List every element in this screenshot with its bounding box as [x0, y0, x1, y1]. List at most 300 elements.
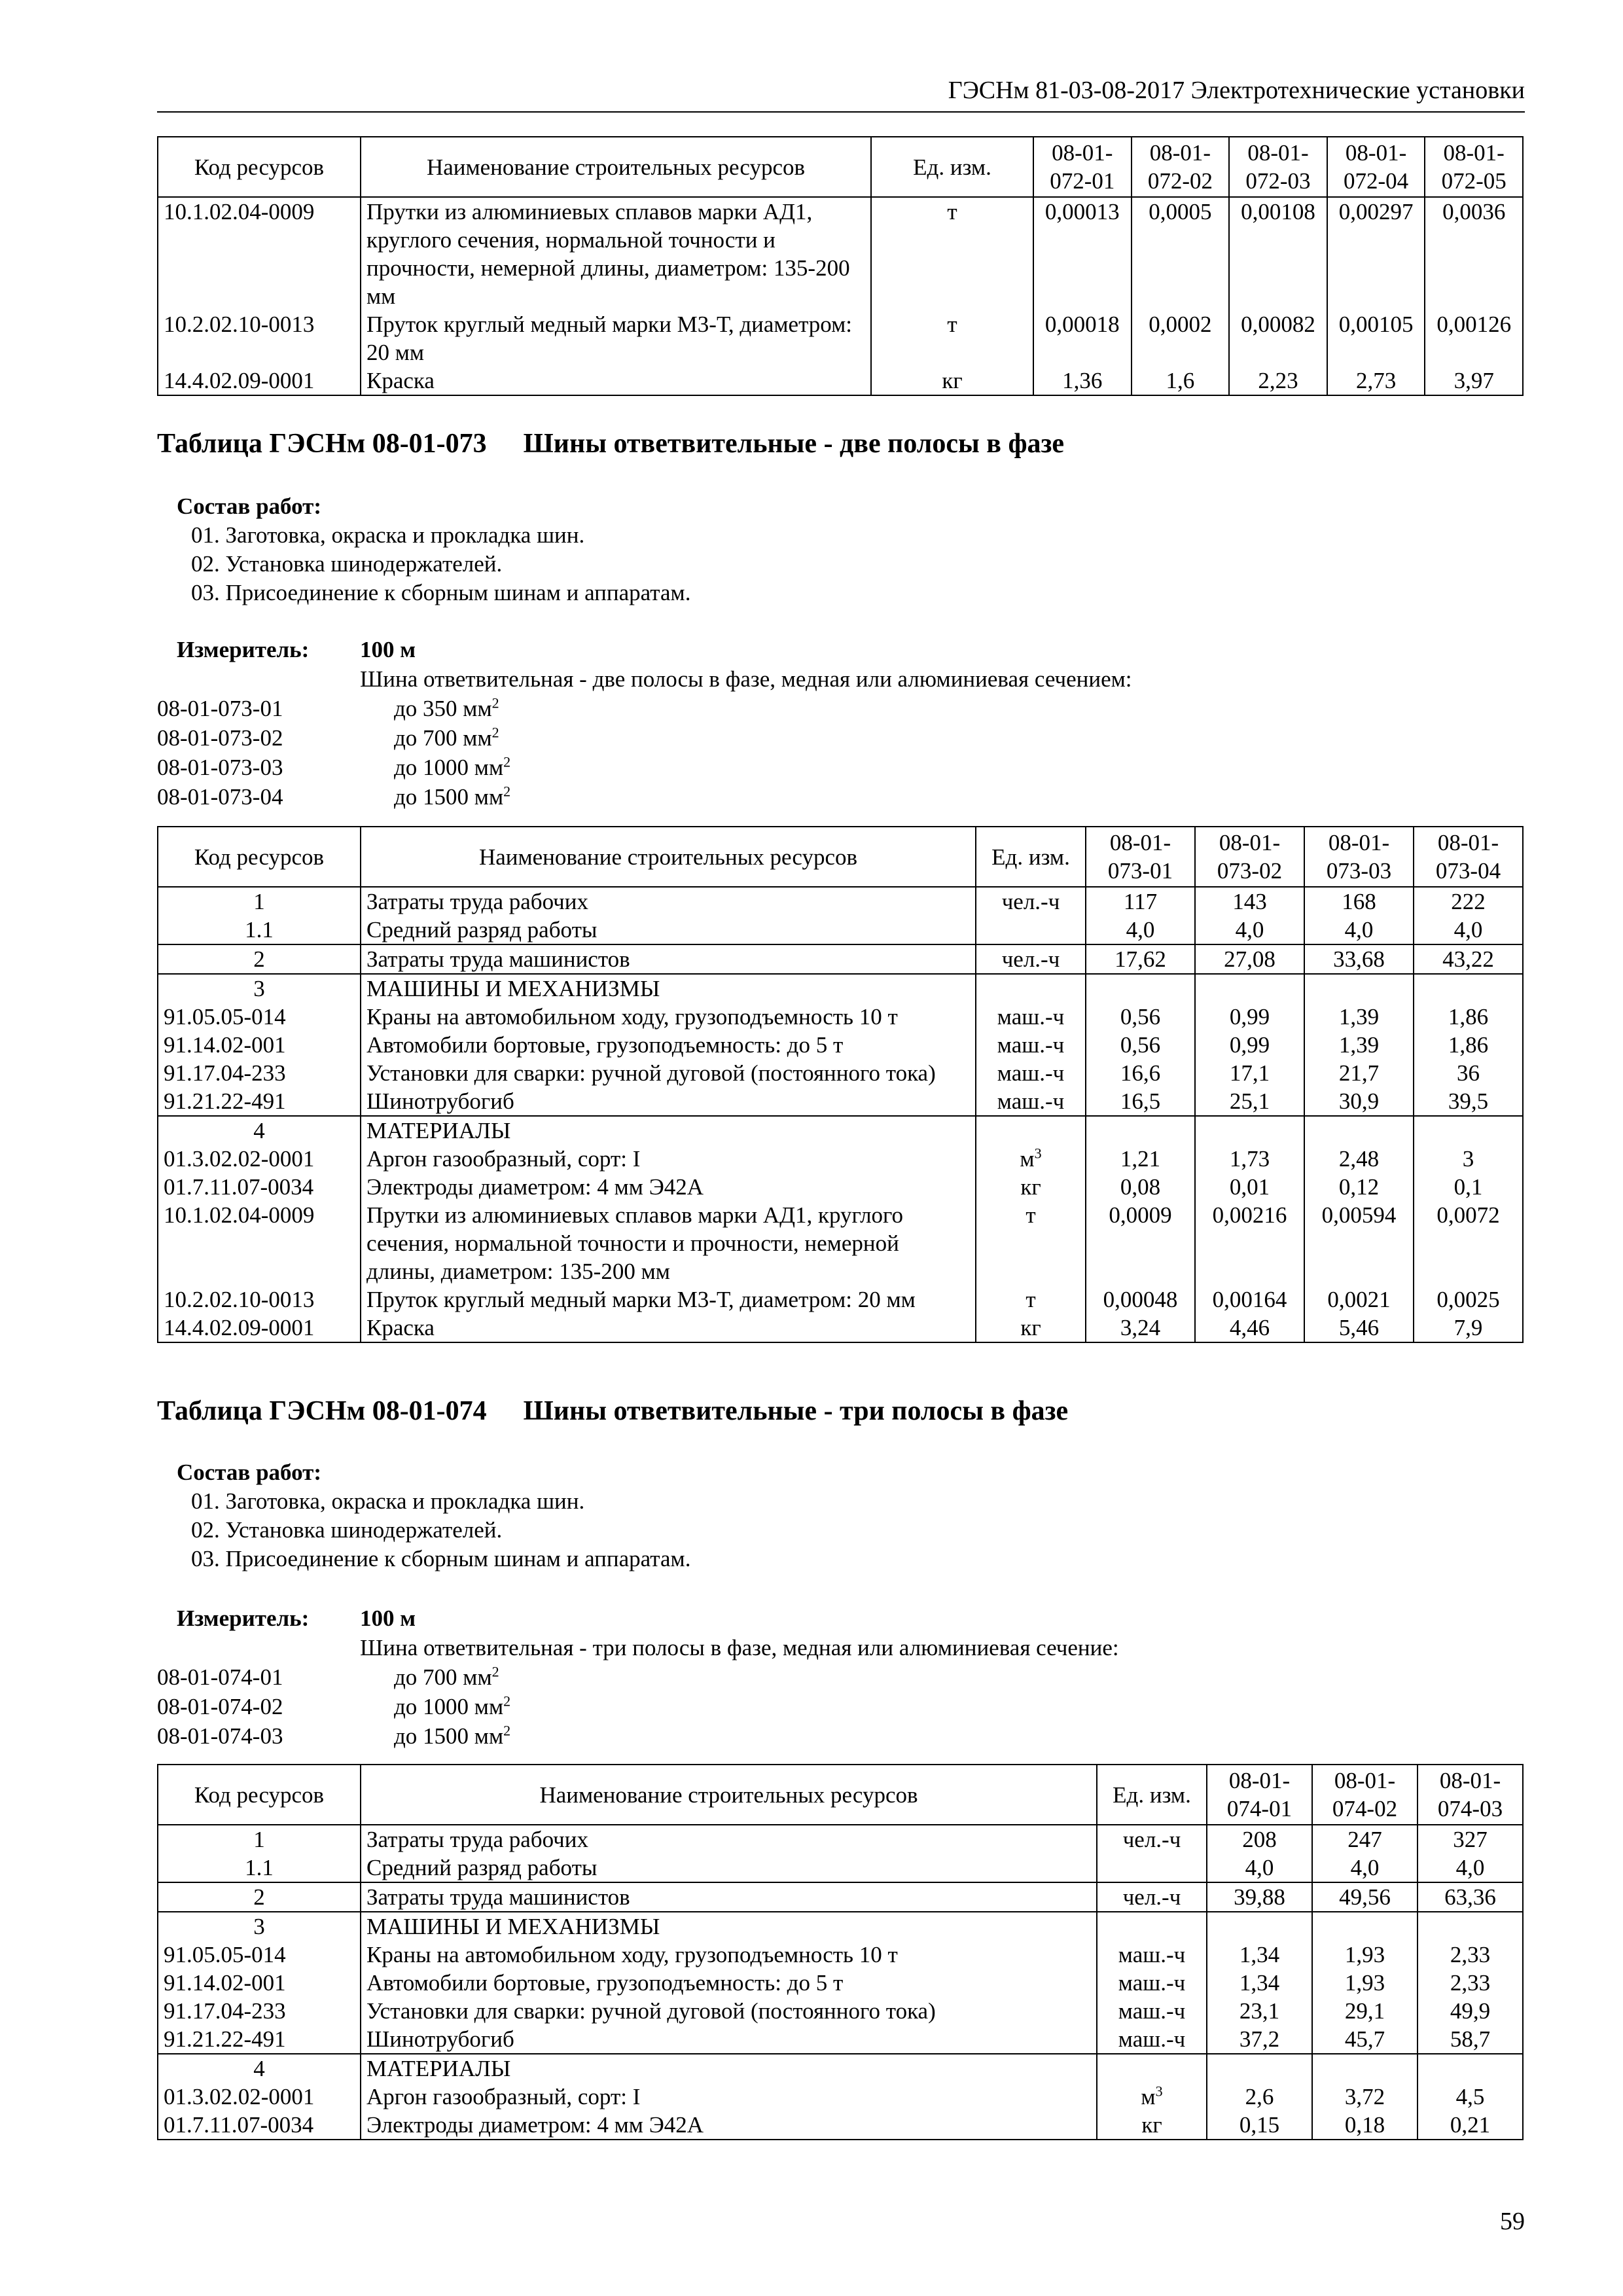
- cell-value: 39,5: [1414, 1087, 1523, 1116]
- cell-name: Аргон газообразный, сорт: I: [361, 1145, 976, 1173]
- variant-superscript: 2: [491, 724, 499, 741]
- table-row: [158, 2111, 1523, 2140]
- cell-unit: [1097, 1912, 1207, 1941]
- unit-text: маш.-ч: [997, 1004, 1065, 1030]
- cell-value: 1,73: [1195, 1145, 1304, 1173]
- cell-value: 0,0009: [1086, 1201, 1195, 1285]
- cell-code: 91.14.02-001: [158, 1969, 361, 1997]
- cell-name: Краны на автомобильном ходу, грузоподъемность 10 т: [361, 1003, 976, 1031]
- measure-value: 100 м: [360, 637, 416, 662]
- cell-unit: [871, 310, 1033, 367]
- resources-table-073: [157, 826, 1524, 1343]
- variant-code: 08-01-073-01: [157, 696, 283, 721]
- table-row: [158, 1173, 1523, 1201]
- unit-text: м: [1141, 2084, 1156, 2109]
- variant-superscript: 2: [503, 1693, 511, 1710]
- cell-name: Пруток круглый медный марки М3-Т, диаметром: 20 мм: [361, 1285, 976, 1314]
- cell-code: 4: [158, 2054, 361, 2083]
- table-074-code: Таблица ГЭСНм 08-01-074: [157, 1396, 487, 1426]
- col-header-rate-code: 08-01-074-02: [1312, 1765, 1418, 1825]
- variant-value: [360, 1662, 1524, 1692]
- work-item: 01. Заготовка, окраска и прокладка шин.: [191, 522, 585, 548]
- table-row: [158, 1825, 1523, 1854]
- works-label: Состав работ:: [177, 1460, 321, 1485]
- variant-superscript: 2: [491, 1663, 499, 1680]
- cell-value: 0,12: [1304, 1173, 1414, 1201]
- variant-row: [157, 694, 1524, 723]
- cell-value: 1,6: [1132, 367, 1230, 395]
- variant-superscript: 2: [503, 783, 511, 800]
- cell-value: 4,0: [1086, 916, 1195, 944]
- unit-text: т: [1026, 1202, 1036, 1228]
- cell-value: 43,22: [1414, 944, 1523, 974]
- table-073-block: [157, 826, 1524, 1343]
- cell-value: 2,48: [1304, 1145, 1414, 1173]
- cell-name: Пруток круглый медный марки М3-Т, диаметром: 20 мм: [361, 310, 871, 367]
- work-item: 02. Установка шинодержателей.: [191, 551, 503, 577]
- cell-value: 4,0: [1418, 1854, 1523, 1882]
- unit-text: чел.-ч: [1001, 946, 1060, 972]
- table-row: [158, 197, 1523, 310]
- cell-name: Затраты труда машинистов: [361, 1882, 1097, 1912]
- cell-value: 0,00216: [1195, 1201, 1304, 1285]
- variant-code: 08-01-073-02: [157, 725, 283, 751]
- cell-value: 5,46: [1304, 1314, 1414, 1342]
- cell-code: 91.05.05-014: [158, 1003, 361, 1031]
- table-073-measure: [157, 635, 1524, 812]
- cell-value: 0,0002: [1132, 310, 1230, 367]
- table-row: [158, 1997, 1523, 2025]
- cell-value: 45,7: [1312, 2025, 1418, 2054]
- table-row: [158, 2054, 1523, 2083]
- cell-code: 01.7.11.07-0034: [158, 1173, 361, 1201]
- cell-value: 16,6: [1086, 1059, 1195, 1087]
- unit-text: т: [947, 312, 957, 337]
- cell-name: Затраты труда машинистов: [361, 944, 976, 974]
- unit-superscript: 3: [1155, 2083, 1163, 2100]
- cell-code: 4: [158, 1116, 361, 1145]
- cell-value: 7,9: [1414, 1314, 1523, 1342]
- resources-table-074: [157, 1764, 1524, 2140]
- cell-unit: [1097, 2111, 1207, 2140]
- variant-value: [360, 1692, 1524, 1721]
- cell-unit: [1097, 2025, 1207, 2054]
- cell-value: 0,00108: [1229, 197, 1327, 310]
- unit-text: т: [947, 199, 957, 224]
- variant-code: 08-01-074-02: [157, 1694, 283, 1719]
- cell-unit: [871, 197, 1033, 310]
- table-row: [158, 1969, 1523, 1997]
- cell-value: 0,18: [1312, 2111, 1418, 2140]
- works-label: Состав работ:: [177, 493, 321, 519]
- variant-code: 08-01-074-01: [157, 1664, 283, 1690]
- table-row: [158, 1854, 1523, 1882]
- cell-code: 3: [158, 1912, 361, 1941]
- cell-name: Шинотрубогиб: [361, 2025, 1097, 2054]
- cell-name: Автомобили бортовые, грузоподъемность: до 5 т: [361, 1969, 1097, 1997]
- variant-text: до 700 мм: [394, 1664, 492, 1690]
- table-row: [158, 1912, 1523, 1941]
- variant-row: [157, 723, 1524, 753]
- cell-value: 4,46: [1195, 1314, 1304, 1342]
- table-074-name: Шины ответвительные - три полосы в фазе: [523, 1396, 1069, 1426]
- cell-unit: [976, 1314, 1086, 1342]
- cell-unit: [1097, 2054, 1207, 2083]
- cell-name: Электроды диаметром: 4 мм Э42А: [361, 2111, 1097, 2140]
- col-header-rate-code: 08-01-074-03: [1418, 1765, 1523, 1825]
- cell-name: Аргон газообразный, сорт: I: [361, 2083, 1097, 2111]
- table-row: [158, 944, 1523, 974]
- col-header-unit: Ед. изм.: [1097, 1765, 1207, 1825]
- table-row: [158, 367, 1523, 395]
- cell-value: [1414, 974, 1523, 1003]
- cell-name: Автомобили бортовые, грузоподъемность: до 5 т: [361, 1031, 976, 1059]
- table-row: [158, 916, 1523, 944]
- cell-value: 0,56: [1086, 1003, 1195, 1031]
- unit-text: м: [1020, 1146, 1035, 1172]
- cell-code: 01.3.02.02-0001: [158, 1145, 361, 1173]
- cell-code: 91.17.04-233: [158, 1059, 361, 1087]
- cell-value: 23,1: [1207, 1997, 1312, 2025]
- measure-label: Измеритель:: [177, 637, 310, 662]
- cell-value: 1,34: [1207, 1941, 1312, 1969]
- col-header-rate-code: 08-01-073-01: [1086, 827, 1195, 887]
- table-row: [158, 1285, 1523, 1314]
- cell-code: 1: [158, 1825, 361, 1854]
- cell-name: Средний разряд работы: [361, 1854, 1097, 1882]
- variant-row: [157, 1721, 1524, 1751]
- cell-value: 0,08: [1086, 1173, 1195, 1201]
- unit-text: маш.-ч: [1118, 2026, 1186, 2052]
- cell-value: 2,6: [1207, 2083, 1312, 2111]
- table-074-title: [157, 1393, 1068, 1429]
- cell-value: 3,24: [1086, 1314, 1195, 1342]
- variant-text: до 1500 мм: [394, 784, 504, 810]
- cell-code: 10.1.02.04-0009: [158, 197, 361, 310]
- cell-code: 91.05.05-014: [158, 1941, 361, 1969]
- cell-value: 4,0: [1304, 916, 1414, 944]
- table-row: [158, 310, 1523, 367]
- cell-unit: [1097, 1941, 1207, 1969]
- variant-code: 08-01-073-03: [157, 755, 283, 780]
- cell-value: 4,0: [1207, 1854, 1312, 1882]
- cell-name: МАШИНЫ И МЕХАНИЗМЫ: [361, 974, 976, 1003]
- cell-code: 91.21.22-491: [158, 1087, 361, 1116]
- unit-text: маш.-ч: [997, 1060, 1065, 1086]
- table-row: [158, 1031, 1523, 1059]
- cell-value: 63,36: [1418, 1882, 1523, 1912]
- cell-value: 1,86: [1414, 1031, 1523, 1059]
- table-row: [158, 1145, 1523, 1173]
- unit-text: маш.-ч: [997, 1088, 1065, 1114]
- table-row: [158, 1941, 1523, 1969]
- cell-name: Шинотрубогиб: [361, 1087, 976, 1116]
- cell-code: 10.2.02.10-0013: [158, 310, 361, 367]
- variant-superscript: 2: [503, 1722, 511, 1739]
- cell-name: Установки для сварки: ручной дуговой (постоянного тока): [361, 1997, 1097, 2025]
- col-header-rate-code: 08-01-072-03: [1229, 137, 1327, 197]
- unit-text: чел.-ч: [1001, 889, 1060, 914]
- cell-value: [1418, 2054, 1523, 2083]
- cell-name: Установки для сварки: ручной дуговой (постоянного тока): [361, 1059, 976, 1087]
- cell-unit: [976, 1003, 1086, 1031]
- cell-value: 0,00105: [1327, 310, 1425, 367]
- table-073-name: Шины ответвительные - две полосы в фазе: [523, 429, 1065, 459]
- variant-superscript: 2: [491, 694, 499, 711]
- cell-unit: [1097, 1969, 1207, 1997]
- col-header-name: Наименование строительных ресурсов: [361, 827, 976, 887]
- cell-code: 01.7.11.07-0034: [158, 2111, 361, 2140]
- running-header: ГЭСНм 81-03-08-2017 Электротехнические установки: [157, 73, 1525, 113]
- table-row: [158, 2083, 1523, 2111]
- col-header-rate-code: 08-01-074-01: [1207, 1765, 1312, 1825]
- cell-name: МАТЕРИАЛЫ: [361, 1116, 976, 1145]
- cell-value: 37,2: [1207, 2025, 1312, 2054]
- cell-unit: [976, 916, 1086, 944]
- cell-code: 2: [158, 944, 361, 974]
- variant-value: [360, 694, 1524, 723]
- cell-value: 29,1: [1312, 1997, 1418, 2025]
- variant-text: до 1500 мм: [394, 1723, 504, 1749]
- table-row: [158, 1201, 1523, 1285]
- unit-text: маш.-ч: [997, 1032, 1065, 1058]
- col-header-code: Код ресурсов: [158, 137, 361, 197]
- cell-value: [1304, 974, 1414, 1003]
- cell-code: 91.14.02-001: [158, 1031, 361, 1059]
- cell-value: [1086, 1116, 1195, 1145]
- unit-text: т: [1026, 1287, 1036, 1312]
- cell-code: 14.4.02.09-0001: [158, 1314, 361, 1342]
- table-073-works: [177, 492, 690, 607]
- cell-value: 1,36: [1033, 367, 1132, 395]
- cell-value: 33,68: [1304, 944, 1414, 974]
- unit-text: кг: [1020, 1174, 1041, 1200]
- cell-value: 2,23: [1229, 367, 1327, 395]
- table-row: [158, 1059, 1523, 1087]
- table-074-works: [177, 1458, 690, 1573]
- table-row: [158, 974, 1523, 1003]
- col-header-unit: Ед. изм.: [871, 137, 1033, 197]
- variant-row: [157, 1662, 1524, 1692]
- cell-value: 4,0: [1312, 1854, 1418, 1882]
- cell-value: 1,86: [1414, 1003, 1523, 1031]
- cell-unit: [976, 1116, 1086, 1145]
- cell-unit: [976, 1145, 1086, 1173]
- unit-text: кг: [1141, 2112, 1162, 2138]
- cell-value: 21,7: [1304, 1059, 1414, 1087]
- cell-code: 10.2.02.10-0013: [158, 1285, 361, 1314]
- work-item: 02. Установка шинодержателей.: [191, 1517, 503, 1543]
- cell-value: [1195, 1116, 1304, 1145]
- cell-name: Прутки из алюминиевых сплавов марки АД1, круглого сечения, нормальной точности и прочности, немерной длины, диаметром: 135-200 мм: [361, 1201, 976, 1285]
- unit-text: чел.-ч: [1122, 1884, 1181, 1910]
- cell-name: Краска: [361, 367, 871, 395]
- cell-code: 1.1: [158, 1854, 361, 1882]
- cell-value: 16,5: [1086, 1087, 1195, 1116]
- cell-unit: [976, 1285, 1086, 1314]
- col-header-code: Код ресурсов: [158, 827, 361, 887]
- measure-label: Измеритель:: [177, 1605, 310, 1631]
- variant-row: [157, 782, 1524, 812]
- unit-text: кг: [942, 368, 963, 393]
- cell-value: 3,72: [1312, 2083, 1418, 2111]
- cell-value: 0,56: [1086, 1031, 1195, 1059]
- cell-value: 3,97: [1425, 367, 1523, 395]
- cell-code: 01.3.02.02-0001: [158, 2083, 361, 2111]
- cell-value: 0,15: [1207, 2111, 1312, 2140]
- measure-description: Шина ответвительная - три полосы в фазе, медная или алюминиевая сечение:: [360, 1635, 1119, 1660]
- cell-unit: [1097, 1997, 1207, 2025]
- cell-code: 91.17.04-233: [158, 1997, 361, 2025]
- variant-code: 08-01-074-03: [157, 1723, 283, 1749]
- cell-value: 327: [1418, 1825, 1523, 1854]
- cell-value: 0,0005: [1132, 197, 1230, 310]
- cell-value: 49,9: [1418, 1997, 1523, 2025]
- col-header-rate-code: 08-01-072-04: [1327, 137, 1425, 197]
- cell-value: 0,0072: [1414, 1201, 1523, 1285]
- unit-text: чел.-ч: [1122, 1827, 1181, 1852]
- cell-code: 2: [158, 1882, 361, 1912]
- cell-value: 58,7: [1418, 2025, 1523, 2054]
- cell-name: Краска: [361, 1314, 976, 1342]
- cell-unit: [976, 1087, 1086, 1116]
- col-header-rate-code: 08-01-073-04: [1414, 827, 1523, 887]
- cell-name: МАШИНЫ И МЕХАНИЗМЫ: [361, 1912, 1097, 1941]
- cell-value: 0,00018: [1033, 310, 1132, 367]
- col-header-rate-code: 08-01-072-05: [1425, 137, 1523, 197]
- cell-value: 25,1: [1195, 1087, 1304, 1116]
- cell-unit: [976, 1201, 1086, 1285]
- variant-text: до 700 мм: [394, 725, 492, 751]
- cell-value: 30,9: [1304, 1087, 1414, 1116]
- cell-value: 0,99: [1195, 1003, 1304, 1031]
- cell-value: 0,00594: [1304, 1201, 1414, 1285]
- cell-value: [1207, 2054, 1312, 2083]
- table-073-title: [157, 425, 1064, 462]
- cell-code: 10.1.02.04-0009: [158, 1201, 361, 1285]
- cell-value: 1,93: [1312, 1969, 1418, 1997]
- cell-unit: [1097, 1854, 1207, 1882]
- variant-row: [157, 753, 1524, 782]
- cell-unit: [1097, 1882, 1207, 1912]
- variant-value: [360, 782, 1524, 812]
- cell-value: 0,00013: [1033, 197, 1132, 310]
- cell-value: 2,33: [1418, 1969, 1523, 1997]
- table-row: [158, 2025, 1523, 2054]
- table-row: [158, 887, 1523, 916]
- cell-value: 0,0036: [1425, 197, 1523, 310]
- cell-unit: [871, 367, 1033, 395]
- cell-unit: [976, 974, 1086, 1003]
- cell-name: Электроды диаметром: 4 мм Э42А: [361, 1173, 976, 1201]
- cell-code: 14.4.02.09-0001: [158, 367, 361, 395]
- col-header-name: Наименование строительных ресурсов: [361, 137, 871, 197]
- cell-value: 247: [1312, 1825, 1418, 1854]
- cell-value: 0,00164: [1195, 1285, 1304, 1314]
- variant-row: [157, 1692, 1524, 1721]
- cell-value: [1195, 974, 1304, 1003]
- col-header-rate-code: 08-01-072-01: [1033, 137, 1132, 197]
- cell-value: 17,62: [1086, 944, 1195, 974]
- variant-code: 08-01-073-04: [157, 784, 283, 810]
- cell-code: 1: [158, 887, 361, 916]
- col-header-unit: Ед. изм.: [976, 827, 1086, 887]
- cell-name: Затраты труда рабочих: [361, 887, 976, 916]
- cell-value: 222: [1414, 887, 1523, 916]
- resources-table-072: [157, 136, 1524, 396]
- cell-value: 39,88: [1207, 1882, 1312, 1912]
- cell-unit: [976, 1173, 1086, 1201]
- cell-name: Затраты труда рабочих: [361, 1825, 1097, 1854]
- cell-value: 17,1: [1195, 1059, 1304, 1087]
- work-item: 03. Присоединение к сборным шинам и аппаратам.: [191, 1546, 691, 1571]
- cell-unit: [1097, 1825, 1207, 1854]
- measure-value: 100 м: [360, 1605, 416, 1631]
- cell-value: 27,08: [1195, 944, 1304, 974]
- cell-value: 0,1: [1414, 1173, 1523, 1201]
- cell-value: 0,0025: [1414, 1285, 1523, 1314]
- cell-value: [1312, 2054, 1418, 2083]
- cell-value: 0,99: [1195, 1031, 1304, 1059]
- col-header-code: Код ресурсов: [158, 1765, 361, 1825]
- measure-description: Шина ответвительная - две полосы в фазе, медная или алюминиевая сечением:: [360, 666, 1132, 692]
- cell-name: Прутки из алюминиевых сплавов марки АД1, круглого сечения, нормальной точности и прочности, немерной длины, диаметром: 135-200 мм: [361, 197, 871, 310]
- cell-value: 0,00126: [1425, 310, 1523, 367]
- table-row: [158, 1314, 1523, 1342]
- variant-text: до 1000 мм: [394, 755, 504, 780]
- cell-unit: [976, 944, 1086, 974]
- cell-value: 2,73: [1327, 367, 1425, 395]
- cell-value: 3: [1414, 1145, 1523, 1173]
- cell-code: 3: [158, 974, 361, 1003]
- cell-value: [1418, 1912, 1523, 1941]
- cell-value: 0,0021: [1304, 1285, 1414, 1314]
- cell-value: 0,00297: [1327, 197, 1425, 310]
- cell-value: 4,5: [1418, 2083, 1523, 2111]
- table-074-block: [157, 1764, 1524, 2140]
- cell-name: МАТЕРИАЛЫ: [361, 2054, 1097, 2083]
- variant-text: до 350 мм: [394, 696, 492, 721]
- unit-text: маш.-ч: [1118, 1998, 1186, 2024]
- cell-value: [1304, 1116, 1414, 1145]
- cell-value: 0,00048: [1086, 1285, 1195, 1314]
- unit-text: маш.-ч: [1118, 1970, 1186, 1996]
- variant-value: [360, 1721, 1524, 1751]
- table-row: [158, 1003, 1523, 1031]
- cell-value: 36: [1414, 1059, 1523, 1087]
- unit-superscript: 3: [1034, 1145, 1042, 1162]
- cell-value: [1086, 974, 1195, 1003]
- table-074-measure: [157, 1604, 1524, 1751]
- cell-code: 1.1: [158, 916, 361, 944]
- variant-value: [360, 753, 1524, 782]
- col-header-rate-code: 08-01-073-02: [1195, 827, 1304, 887]
- cell-value: 1,39: [1304, 1003, 1414, 1031]
- variant-value: [360, 723, 1524, 753]
- cell-value: 1,21: [1086, 1145, 1195, 1173]
- cell-value: 1,93: [1312, 1941, 1418, 1969]
- cell-value: 1,34: [1207, 1969, 1312, 1997]
- cell-value: [1207, 1912, 1312, 1941]
- cell-unit: [976, 1031, 1086, 1059]
- table-row: [158, 1882, 1523, 1912]
- variant-text: до 1000 мм: [394, 1694, 504, 1719]
- cell-value: 4,0: [1414, 916, 1523, 944]
- col-header-rate-code: 08-01-073-03: [1304, 827, 1414, 887]
- cell-value: 1,39: [1304, 1031, 1414, 1059]
- cell-value: 0,21: [1418, 2111, 1523, 2140]
- table-row: [158, 1087, 1523, 1116]
